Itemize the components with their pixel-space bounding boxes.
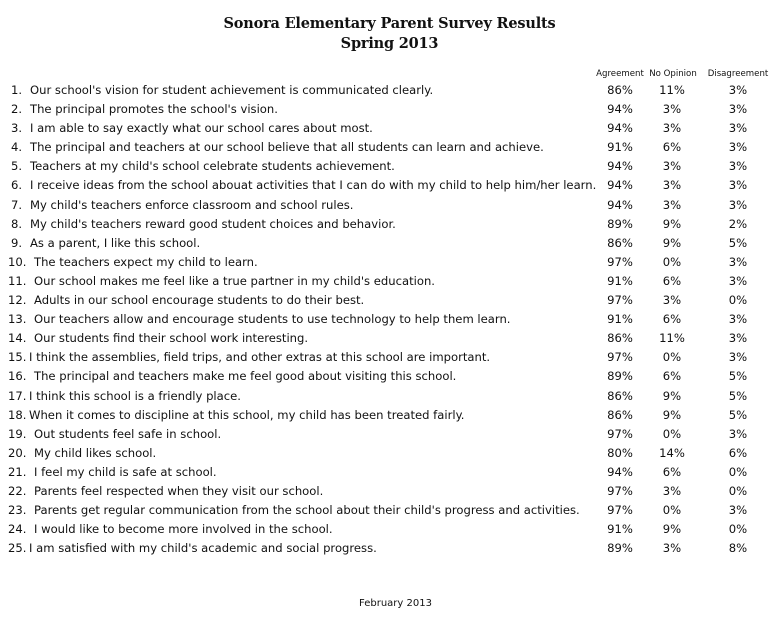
question-number: 13. <box>8 312 27 327</box>
table-row <box>0 81 779 100</box>
disagreement-value: 0% <box>728 483 748 498</box>
table-row <box>0 196 779 215</box>
table-row <box>0 176 779 195</box>
question-number: 3. <box>11 121 23 136</box>
table-row <box>0 138 779 157</box>
disagreement-value: 3% <box>728 254 748 269</box>
no-opinion-value: 9% <box>662 388 682 403</box>
table-row <box>0 119 779 138</box>
disagreement-value: 2% <box>728 216 748 231</box>
agreement-value: 86% <box>607 407 633 422</box>
disagreement-value: 3% <box>728 178 748 193</box>
table-row <box>0 215 779 234</box>
question-text: Our teachers allow and encourage students to use technology to help them learn. <box>34 312 511 327</box>
no-opinion-value: 9% <box>662 235 682 250</box>
no-opinion-value: 14% <box>659 445 685 460</box>
table-row <box>0 329 779 348</box>
question-number: 9. <box>11 235 23 250</box>
question-text: The principal and teachers at our school believe that all students can learn and achieve. <box>30 140 544 155</box>
table-row <box>0 425 779 444</box>
column-header-agreement: Agreement <box>596 69 644 79</box>
no-opinion-value: 6% <box>662 140 682 155</box>
no-opinion-value: 3% <box>662 293 682 308</box>
question-text: Parents get regular communication from the school about their child's progress and activities. <box>34 503 580 518</box>
question-number: 19. <box>8 426 27 441</box>
table-row <box>0 520 779 539</box>
agreement-value: 80% <box>607 445 633 460</box>
question-text: When it comes to discipline at this school, my child has been treated fairly. <box>29 407 465 422</box>
question-text: I am able to say exactly what our school cares about most. <box>30 121 373 136</box>
question-number: 25. <box>8 541 27 556</box>
no-opinion-value: 0% <box>662 426 682 441</box>
agreement-value: 97% <box>607 503 633 518</box>
question-number: 8. <box>11 216 23 231</box>
question-number: 1. <box>11 83 23 97</box>
table-row <box>0 387 779 406</box>
disagreement-value: 5% <box>728 407 748 422</box>
disagreement-value: 3% <box>728 312 748 327</box>
question-text: I feel my child is safe at school. <box>34 464 217 479</box>
question-text: Our students find their school work interesting. <box>34 331 309 346</box>
disagreement-value: 3% <box>728 140 748 155</box>
agreement-value: 94% <box>607 197 633 212</box>
disagreement-value: 3% <box>728 102 748 117</box>
question-text: My child's teachers enforce classroom and school rules. <box>30 197 354 212</box>
title-line-2: Spring 2013 <box>340 35 439 52</box>
agreement-value: 91% <box>607 312 633 327</box>
question-number: 16. <box>8 369 27 384</box>
table-row <box>0 100 779 119</box>
no-opinion-value: 11% <box>659 331 685 346</box>
question-text: Adults in our school encourage students to do their best. <box>34 293 365 308</box>
question-number: 6. <box>11 178 23 193</box>
disagreement-value: 6% <box>728 445 748 460</box>
agreement-value: 94% <box>607 159 633 174</box>
agreement-value: 89% <box>607 369 633 384</box>
question-text: I am satisfied with my child's academic and social progress. <box>29 541 377 556</box>
no-opinion-value: 3% <box>662 541 682 556</box>
no-opinion-value: 6% <box>662 369 682 384</box>
disagreement-value: 3% <box>728 197 748 212</box>
no-opinion-value: 3% <box>662 121 682 136</box>
table-row <box>0 406 779 425</box>
no-opinion-value: 3% <box>662 197 682 212</box>
agreement-value: 91% <box>607 273 633 288</box>
agreement-value: 89% <box>607 541 633 556</box>
no-opinion-value: 6% <box>662 273 682 288</box>
table-row <box>0 348 779 367</box>
agreement-value: 94% <box>607 178 633 193</box>
table-row <box>0 539 779 558</box>
question-text: The principal and teachers make me feel good about visiting this school. <box>34 369 457 384</box>
column-headers <box>0 69 779 81</box>
question-number: 18. <box>8 407 27 422</box>
agreement-value: 86% <box>607 235 633 250</box>
no-opinion-value: 9% <box>662 216 682 231</box>
disagreement-value: 0% <box>728 522 748 537</box>
question-text: I would like to become more involved in the school. <box>34 522 333 537</box>
question-number: 4. <box>11 140 23 155</box>
disagreement-value: 3% <box>728 273 748 288</box>
no-opinion-value: 3% <box>662 483 682 498</box>
agreement-value: 86% <box>607 331 633 346</box>
column-header-no-opinion: No Opinion <box>649 69 697 79</box>
no-opinion-value: 9% <box>662 522 682 537</box>
disagreement-value: 3% <box>728 331 748 346</box>
disagreement-value: 3% <box>728 426 748 441</box>
agreement-value: 97% <box>607 350 633 365</box>
table-row <box>0 272 779 291</box>
no-opinion-value: 3% <box>662 159 682 174</box>
question-number: 11. <box>8 273 27 288</box>
table-row <box>0 482 779 501</box>
question-number: 7. <box>11 197 23 212</box>
table-row <box>0 253 779 272</box>
question-number: 15. <box>8 350 27 365</box>
question-number: 14. <box>8 331 27 346</box>
no-opinion-value: 0% <box>662 350 682 365</box>
no-opinion-value: 3% <box>662 102 682 117</box>
table-row <box>0 291 779 310</box>
question-text: Out students feel safe in school. <box>34 426 222 441</box>
table-row <box>0 310 779 329</box>
question-number: 20. <box>8 445 27 460</box>
question-text: My child likes school. <box>34 445 157 460</box>
no-opinion-value: 0% <box>662 503 682 518</box>
question-text: The teachers expect my child to learn. <box>34 254 258 269</box>
question-text: As a parent, I like this school. <box>30 235 201 250</box>
disagreement-value: 5% <box>728 235 748 250</box>
agreement-value: 97% <box>607 483 633 498</box>
disagreement-value: 0% <box>728 293 748 308</box>
disagreement-value: 8% <box>728 541 748 556</box>
no-opinion-value: 11% <box>659 83 685 97</box>
no-opinion-value: 3% <box>662 178 682 193</box>
disagreement-value: 5% <box>728 388 748 403</box>
question-number: 2. <box>11 102 23 117</box>
table-row <box>0 157 779 176</box>
question-text: My child's teachers reward good student choices and behavior. <box>30 216 396 231</box>
question-number: 24. <box>8 522 27 537</box>
agreement-value: 97% <box>607 293 633 308</box>
column-header-disagreement: Disagreement <box>707 69 769 79</box>
agreement-value: 86% <box>607 83 633 97</box>
agreement-value: 94% <box>607 464 633 479</box>
question-text: I think this school is a friendly place. <box>29 388 241 403</box>
question-text: I think the assemblies, field trips, and other extras at this school are important. <box>29 350 491 365</box>
disagreement-value: 3% <box>728 121 748 136</box>
question-number: 17. <box>8 388 27 403</box>
survey-results-table <box>0 81 779 558</box>
no-opinion-value: 6% <box>662 312 682 327</box>
no-opinion-value: 6% <box>662 464 682 479</box>
document-title <box>0 14 779 54</box>
no-opinion-value: 9% <box>662 407 682 422</box>
question-number: 22. <box>8 483 27 498</box>
disagreement-value: 3% <box>728 83 748 97</box>
table-row <box>0 234 779 253</box>
table-row <box>0 444 779 463</box>
question-text: Parents feel respected when they visit our school. <box>34 483 324 498</box>
agreement-value: 89% <box>607 216 633 231</box>
question-text: Our school makes me feel like a true partner in my child's education. <box>34 273 435 288</box>
agreement-value: 97% <box>607 254 633 269</box>
table-row <box>0 463 779 482</box>
disagreement-value: 0% <box>728 464 748 479</box>
question-number: 5. <box>11 159 23 174</box>
question-text: I receive ideas from the school abouat activities that I can do with my child to help him/her learn. <box>30 178 597 193</box>
footer-date: February 2013 <box>359 598 432 609</box>
question-number: 21. <box>8 464 27 479</box>
disagreement-value: 3% <box>728 350 748 365</box>
question-number: 10. <box>8 254 27 269</box>
agreement-value: 86% <box>607 388 633 403</box>
question-text: The principal promotes the school's vision. <box>30 102 278 117</box>
agreement-value: 94% <box>607 121 633 136</box>
agreement-value: 91% <box>607 140 633 155</box>
disagreement-value: 5% <box>728 369 748 384</box>
agreement-value: 97% <box>607 426 633 441</box>
table-row <box>0 501 779 520</box>
disagreement-value: 3% <box>728 159 748 174</box>
title-line-1: Sonora Elementary Parent Survey Results <box>223 15 556 32</box>
question-text: Our school's vision for student achievement is communicated clearly. <box>30 83 434 97</box>
question-text: Teachers at my child's school celebrate students achievement. <box>30 159 395 174</box>
agreement-value: 91% <box>607 522 633 537</box>
question-number: 23. <box>8 503 27 518</box>
no-opinion-value: 0% <box>662 254 682 269</box>
table-row <box>0 367 779 386</box>
agreement-value: 94% <box>607 102 633 117</box>
disagreement-value: 3% <box>728 503 748 518</box>
question-number: 12. <box>8 293 27 308</box>
